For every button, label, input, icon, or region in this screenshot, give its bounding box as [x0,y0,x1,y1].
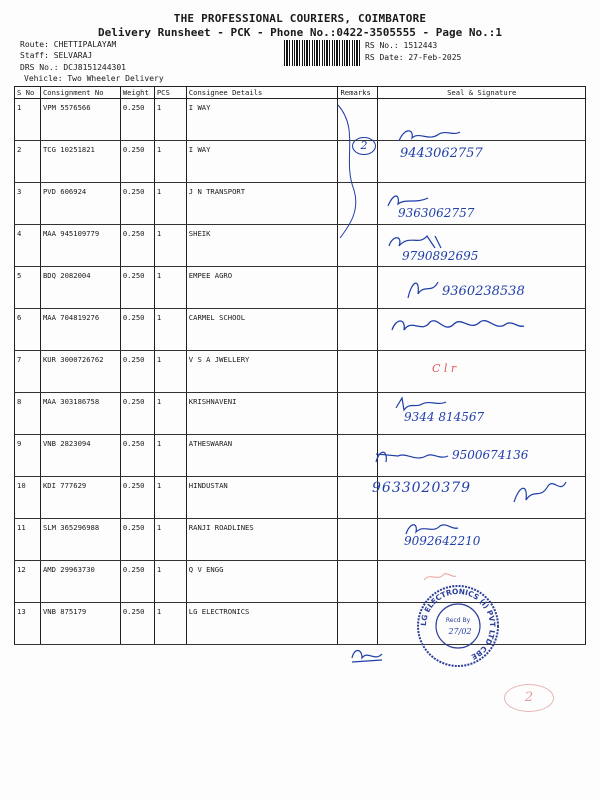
remark-circle-2: 2 [352,137,376,155]
phone-row9: 9500674136 [452,448,529,462]
phone-row11: 9092642210 [404,534,481,548]
footer-circled-mark: 2 [504,684,554,712]
serial-no-cell: 4 [15,225,41,267]
pcs-cell: 1 [154,99,186,141]
remarks-cell [338,519,378,561]
consignee-cell: ATHESWARAN [186,435,338,477]
serial-no-cell: 13 [15,603,41,645]
consignment-no-cell: AMD 29963730 [40,561,120,603]
table-row [15,225,586,267]
col-sno: S No [15,87,41,99]
consignment-no-cell: VNB 875179 [40,603,120,645]
serial-no-cell: 12 [15,561,41,603]
serial-no-cell: 10 [15,477,41,519]
col-consignment: Consignment No [40,87,120,99]
pcs-cell: 1 [154,435,186,477]
pcs-cell: 1 [154,309,186,351]
consignment-no-cell: KUR 3000726762 [40,351,120,393]
phone-row2: 9443062757 [400,146,483,161]
consignee-cell: J N TRANSPORT [186,183,338,225]
table-row [15,141,586,183]
col-remarks: Remarks [338,87,378,99]
company-title: THE PROFESSIONAL COURIERS, COIMBATORE [173,12,427,25]
weight-cell: 0.250 [120,519,154,561]
rs-date: RS Date: 27-Feb-2025 [365,53,462,62]
signature-row10 [510,474,570,510]
pcs-cell: 1 [154,603,186,645]
weight-cell: 0.250 [120,393,154,435]
consignment-no-cell: MAA 704819276 [40,309,120,351]
table-row [15,183,586,225]
signature-row9 [372,446,452,468]
staff-label: Staff: SELVARAJ [20,50,93,60]
pcs-cell: 1 [154,561,186,603]
weight-cell: 0.250 [120,561,154,603]
col-weight: Weight [120,87,154,99]
consignment-no-cell: KDI 777629 [40,477,120,519]
rs-number: RS No.: 1512443 [365,41,438,50]
consignment-no-cell: SLM 365296988 [40,519,120,561]
col-consignee: Consignee Details [186,87,338,99]
runsheet-subtitle: Delivery Runsheet - PCK - Phone No.:0422-3505555 - Page No.:1 [98,26,502,39]
consignment-no-cell: PVD 606924 [40,183,120,225]
weight-cell: 0.250 [120,141,154,183]
remarks-cell [338,393,378,435]
weight-cell: 0.250 [120,477,154,519]
weight-cell: 0.250 [120,435,154,477]
table-row [15,351,586,393]
pcs-cell: 1 [154,183,186,225]
rs-info [365,40,461,64]
consignee-cell: I WAY [186,141,338,183]
weight-cell: 0.250 [120,603,154,645]
runsheet-table [14,86,586,645]
pcs-cell: 1 [154,351,186,393]
clr-mark-row7: C l r [432,362,457,375]
seal-signature-cell [378,351,586,393]
serial-no-cell: 1 [15,99,41,141]
serial-no-cell: 3 [15,183,41,225]
phone-row8: 9344 814567 [404,410,485,424]
consignment-no-cell: VPM 5576566 [40,99,120,141]
pcs-cell: 1 [154,267,186,309]
weight-cell: 0.250 [120,183,154,225]
consignee-cell: V S A JWELLERY [186,351,338,393]
signature-row5 [404,276,442,302]
remarks-cell [338,561,378,603]
table-row [15,477,586,519]
remarks-cell [338,351,378,393]
remarks-cell [338,309,378,351]
serial-no-cell: 2 [15,141,41,183]
weight-cell: 0.250 [120,99,154,141]
consignee-cell: CARMEL SCHOOL [186,309,338,351]
weight-cell: 0.250 [120,309,154,351]
consignee-cell: HINDUSTAN [186,477,338,519]
footer-signature [348,644,388,666]
remark-bracket-stroke [330,100,370,240]
signature-row2 [394,126,464,148]
consignee-cell: KRISHNAVENI [186,393,338,435]
serial-no-cell: 9 [15,435,41,477]
pcs-cell: 1 [154,477,186,519]
company-stamp [416,584,500,668]
stamp-received-label: Recd By [445,617,471,624]
consignment-no-cell: VNB 2823094 [40,435,120,477]
consignment-no-cell: BDQ 2082004 [40,267,120,309]
phone-row10: 9633020379 [372,480,472,496]
consignment-no-cell: MAA 945109779 [40,225,120,267]
signature-row6-tamil [388,312,538,338]
remarks-cell [338,603,378,645]
consignee-cell: Q V ENGG [186,561,338,603]
serial-no-cell: 7 [15,351,41,393]
weight-cell: 0.250 [120,225,154,267]
consignee-cell: SHEIK [186,225,338,267]
barcode [284,40,362,66]
pcs-cell: 1 [154,393,186,435]
consignment-no-cell: MAA 303186758 [40,393,120,435]
stamp-ring-text: LG ELECTRONICS (I) PVT LTD CBE [418,586,498,662]
table-row [15,99,586,141]
consignee-cell: RANJI ROADLINES [186,519,338,561]
consignment-no-cell: TCG 10251821 [40,141,120,183]
consignee-cell: I WAY [186,99,338,141]
col-pcs: PCS [154,87,186,99]
phone-row4: 9790892695 [402,249,479,263]
consignee-cell: LG ELECTRONICS [186,603,338,645]
phone-row3: 9363062757 [398,206,475,220]
table-row [15,393,586,435]
drs-label: DRS No.: DCJ8151244301 [20,63,126,72]
route-label: Route: CHETTIPALAYAM [20,40,117,49]
serial-no-cell: 5 [15,267,41,309]
serial-no-cell: 11 [15,519,41,561]
table-row [15,519,586,561]
remarks-cell [338,267,378,309]
weight-cell: 0.250 [120,351,154,393]
pcs-cell: 1 [154,519,186,561]
consignee-cell: EMPEE AGRO [186,267,338,309]
weight-cell: 0.250 [120,267,154,309]
col-seal-signature: Seal & Signature [378,87,586,99]
serial-no-cell: 8 [15,393,41,435]
pcs-cell: 1 [154,141,186,183]
phone-row5: 9360238538 [442,284,525,299]
serial-no-cell: 6 [15,309,41,351]
stamp-date: 27/02 [448,627,472,636]
vehicle-label: Vehicle: Two Wheeler Delivery [24,74,164,83]
pcs-cell: 1 [154,225,186,267]
table-header-row [15,87,586,99]
route-info [20,40,116,61]
